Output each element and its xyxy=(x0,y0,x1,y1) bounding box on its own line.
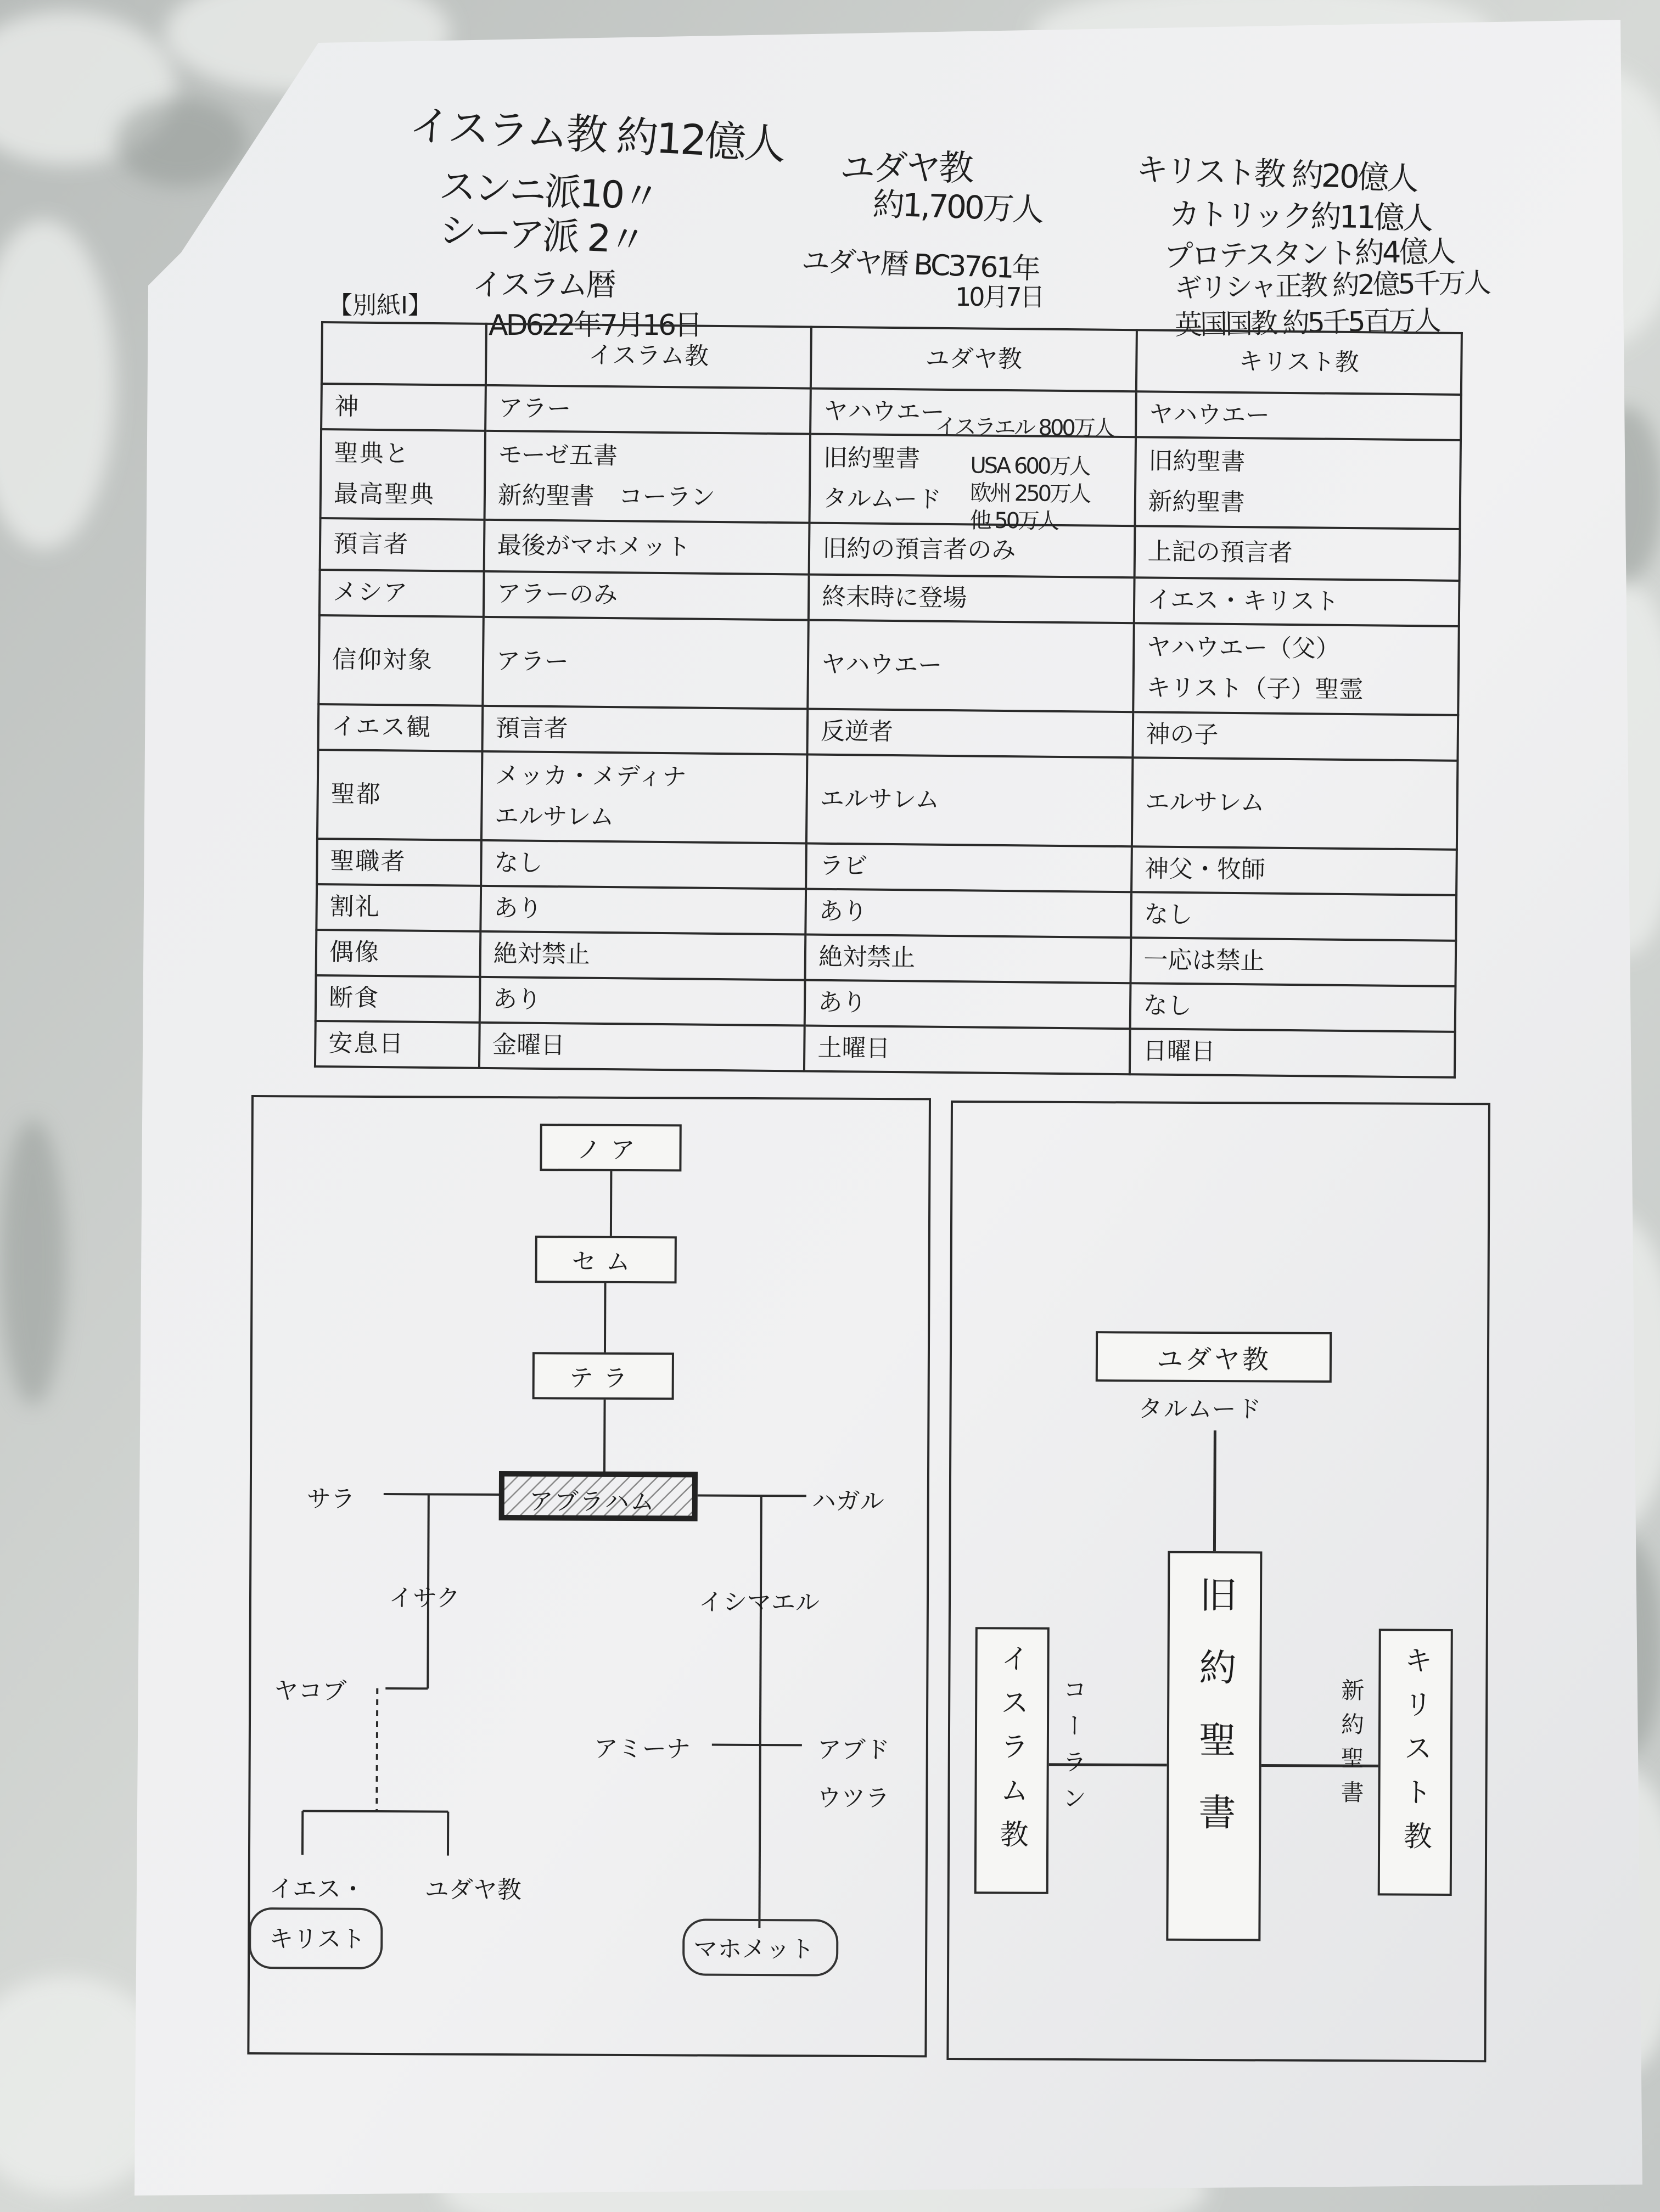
label-judaism-descendant: ユダヤ教 xyxy=(424,1876,521,1905)
cell-christianity: 上記の預言者 xyxy=(1134,526,1460,580)
cell-judaism: 土曜日 xyxy=(804,1025,1130,1074)
row-label: 断食 xyxy=(316,975,480,1023)
row-label: 神 xyxy=(321,384,486,431)
cell-christianity: エルサレム xyxy=(1131,757,1457,850)
cell-islam: あり xyxy=(480,885,806,934)
label-christianity: キリスト教 xyxy=(1398,1645,1432,1865)
label-muhammad: マホメット xyxy=(693,1935,815,1964)
cell-christianity: 旧約聖書 新約聖書 xyxy=(1135,437,1461,529)
cell-christianity: 日曜日 xyxy=(1129,1029,1455,1077)
cell-islam: 金曜日 xyxy=(479,1023,805,1071)
table-row xyxy=(321,429,1461,529)
label-jacob: ヤコブ xyxy=(274,1677,347,1705)
cell-judaism: あり xyxy=(806,889,1131,937)
cell-christianity: 神父・牧師 xyxy=(1131,846,1457,895)
note-orthodox: ギリシャ正教 約2億5千万人 xyxy=(1174,267,1490,304)
label-islam: イスラム教 xyxy=(994,1643,1029,1863)
cell-christianity: なし xyxy=(1131,892,1456,941)
note-judaism-calendar: ユダヤ暦 BC3761年 xyxy=(800,244,1039,286)
box-old-testament xyxy=(1166,1551,1262,1941)
row-label: 割礼 xyxy=(316,884,481,931)
row-label: 聖典と 最高聖典 xyxy=(321,429,485,520)
cell-judaism: ヤハウエー xyxy=(810,389,1136,437)
family-tree-panel xyxy=(247,1095,931,2057)
note-israel: イスラエル 800万人 xyxy=(934,414,1114,441)
note-judaism-population: 約1,700万人 xyxy=(872,185,1042,229)
row-label: イエス観 xyxy=(318,704,483,751)
cell-islam: メッカ・メディナ エルサレム xyxy=(481,751,807,844)
cell-islam: アラー xyxy=(485,385,811,434)
cell-judaism: 絶対禁止 xyxy=(805,934,1131,983)
row-label: 預言者 xyxy=(320,518,485,571)
cell-christianity: ヤハウエー（父） キリスト（子）聖霊 xyxy=(1133,623,1459,715)
cell-judaism: 旧約の預言者のみ xyxy=(809,523,1135,577)
scripture-diagram-panel xyxy=(946,1101,1490,2062)
cell-christianity: なし xyxy=(1130,983,1455,1032)
table-row xyxy=(318,615,1459,715)
note-christ-population: キリスト教 約20億人 xyxy=(1135,150,1417,198)
note-islam-calendar-label: イスラム暦 xyxy=(472,267,614,303)
row-label: 安息日 xyxy=(315,1021,480,1068)
note-shia: シーア派 2〃 xyxy=(438,209,645,263)
cell-islam: 預言者 xyxy=(482,705,807,754)
label-hagar: ハガル xyxy=(811,1487,884,1516)
cell-islam: 最後がマホメット xyxy=(484,520,809,574)
note-islam-population: イスラム教 約12億人 xyxy=(407,100,785,169)
note-other: 他 50万人 xyxy=(969,508,1058,534)
cell-islam: あり xyxy=(480,977,805,1026)
cell-islam: なし xyxy=(481,840,806,889)
cell-judaism: ラビ xyxy=(806,843,1131,892)
label-isaac: イサク xyxy=(388,1584,461,1613)
row-label: メシア xyxy=(319,570,484,617)
attachment-label: 【別紙Ⅰ】 xyxy=(328,291,432,319)
label-amina: アミーナ xyxy=(593,1734,691,1764)
cell-christianity: ヤハウエー xyxy=(1136,391,1461,440)
header-islam: イスラム教 xyxy=(486,324,811,389)
header-christianity: キリスト教 xyxy=(1136,330,1461,395)
row-label: 聖職者 xyxy=(317,839,481,886)
cell-judaism: エルサレム xyxy=(806,754,1132,846)
header-judaism: ユダヤ教 xyxy=(811,327,1136,392)
label-talmud: タルムード xyxy=(1138,1395,1263,1424)
cell-christianity: 一応は禁止 xyxy=(1130,937,1456,986)
table-header-row xyxy=(322,322,1462,395)
comparison-table-wrapper xyxy=(314,321,1463,1079)
label-abdullah-line2: ウツラ xyxy=(817,1784,890,1813)
box-islam xyxy=(974,1627,1050,1894)
table-row xyxy=(317,750,1457,850)
label-koran: コーラン xyxy=(1058,1676,1087,1822)
note-anglican: 英国国教 約5千5百万人 xyxy=(1174,304,1440,341)
label-sarah: サラ xyxy=(306,1485,355,1513)
cell-islam: 絶対禁止 xyxy=(480,931,805,980)
label-old-testament: 旧約聖書 xyxy=(1192,1575,1237,1866)
box-christianity xyxy=(1378,1629,1453,1896)
note-islam-calendar-date: AD622年7月16日 xyxy=(489,309,701,342)
cell-judaism: 反逆者 xyxy=(807,709,1133,757)
label-jesus-line2: キリスト xyxy=(269,1925,366,1953)
note-judaism-title: ユダヤ教 xyxy=(840,148,972,189)
label-new-testament: 新約聖書 xyxy=(1337,1678,1365,1815)
note-protestant: プロテスタント約4億人 xyxy=(1163,234,1454,274)
label-ishmael: イシマエル xyxy=(698,1588,820,1617)
note-judaism-calendar-date: 10月7日 xyxy=(955,282,1043,312)
cell-judaism: 終末時に登場 xyxy=(809,574,1134,623)
label-abraham: アブラハム xyxy=(529,1487,655,1517)
box-judaism: ユダヤ教 xyxy=(1096,1331,1332,1383)
note-europe: 欧州 250万人 xyxy=(969,480,1090,507)
box-terah: テラ xyxy=(532,1352,674,1400)
religion-comparison-table xyxy=(314,321,1463,1079)
cell-judaism: ヤハウエー xyxy=(807,620,1134,712)
box-shem: セム xyxy=(535,1236,677,1283)
note-catholic: カトリック約11億人 xyxy=(1169,196,1432,237)
cell-judaism: あり xyxy=(805,980,1130,1029)
cell-islam: モーゼ五書 新約聖書 コーラン xyxy=(484,431,810,523)
cell-islam: アラーのみ xyxy=(484,571,809,620)
note-sunni: スンニ派10〃 xyxy=(438,164,659,220)
header-corner xyxy=(322,322,486,385)
table-body xyxy=(315,384,1461,1077)
label-abdullah-line1: アブド xyxy=(817,1736,890,1765)
note-usa: USA 600万人 xyxy=(970,453,1089,480)
label-jesus-line1: イエス・ xyxy=(269,1875,366,1904)
row-label: 偶像 xyxy=(316,930,481,977)
cell-christianity: 神の子 xyxy=(1132,712,1458,761)
row-label: 聖都 xyxy=(317,750,482,840)
cell-islam: アラー xyxy=(483,617,809,709)
row-label: 信仰対象 xyxy=(318,615,483,706)
cell-christianity: イエス・キリスト xyxy=(1134,577,1459,626)
cell-judaism: 旧約聖書 タルムード xyxy=(810,434,1136,526)
box-noah: ノア xyxy=(540,1124,681,1171)
